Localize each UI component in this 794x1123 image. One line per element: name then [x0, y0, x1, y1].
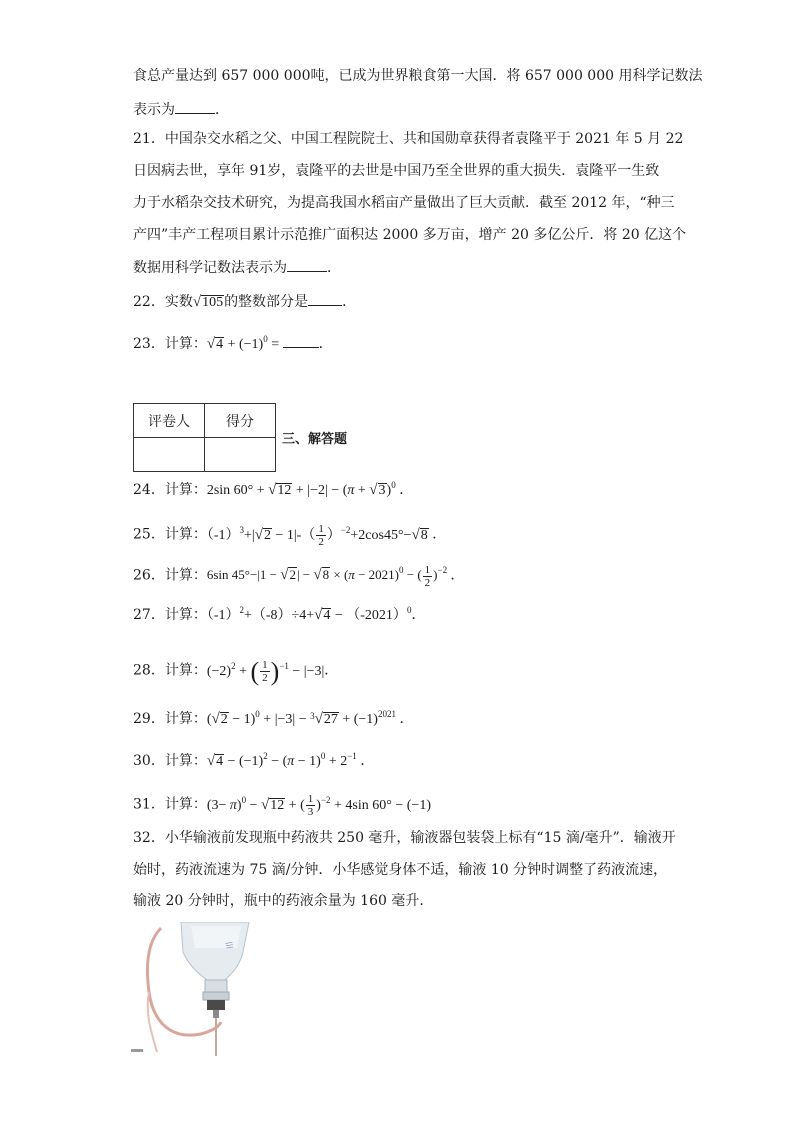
q26-line	[133, 564, 464, 589]
q20-text-tail: 表示为	[133, 102, 175, 118]
q29-line	[133, 710, 413, 729]
q22-text: 的整数部分是	[224, 294, 309, 310]
q21-line3: 力于水稻杂交技术研究，为提高我国水稻亩产量做出了巨大贡献．截至 2012 年，“种三	[133, 195, 675, 211]
q26-number: 26．	[133, 567, 165, 584]
section-title: 三、解答题	[282, 432, 348, 447]
svg-text:|||: |||	[225, 940, 235, 950]
q21-line2: 日因病去世，享年 91岁，袁隆平的去世是中国乃至全世界的重大损失．袁隆平一生致	[133, 163, 660, 179]
q28-expression: $(-2)^2$ + ( $\frac{1}{2}$ )$^{-1}$ − |−3|	[206, 656, 325, 686]
q27-expression: $(-1)^2+(-8)\div 4+√4 - (-2021)^0$	[206, 605, 412, 623]
q26-label: 计算：	[164, 567, 207, 584]
q21-answer-blank[interactable]	[287, 257, 327, 272]
score-table-grader-cell[interactable]	[134, 438, 205, 472]
score-table-header-score: 得分	[205, 404, 276, 438]
q29-label: 计算：	[164, 711, 207, 727]
period: ．	[450, 567, 465, 584]
q21-text-tail: 数据用科学记数法表示为	[133, 260, 287, 276]
score-table	[133, 403, 276, 472]
q32-line1: 32．小华输液前发现瓶中药液共 250 毫升，输液器包装袋上标有“15 滴/毫升”．输液开	[133, 830, 676, 846]
period: ．	[318, 336, 333, 352]
q31-label: 计算：	[164, 796, 207, 813]
q28-number: 28．	[133, 662, 165, 679]
score-table-score-cell[interactable]	[205, 438, 276, 472]
period: ．	[399, 482, 414, 498]
q22-answer-blank[interactable]	[308, 291, 342, 306]
q27-label: 计算：	[164, 607, 207, 623]
q24-label: 计算：	[164, 482, 207, 498]
q25-expression: $(-1)^3+|√2 - 1|-$（ $\frac{1}{2}$ ）$^{-2}$+2cos45°−√8	[206, 523, 428, 548]
period: ．	[399, 711, 414, 727]
q30-expression: $√4 - (-1)^2 - (\pi - 1)^0 + 2^{-1}$	[206, 751, 357, 769]
q24-number: 24．	[133, 482, 165, 498]
q31-number: 31．	[133, 796, 165, 813]
iv-bottle-image	[131, 922, 259, 1056]
q29-number: 29．	[133, 711, 165, 727]
period: ．	[342, 294, 357, 310]
q25-line	[133, 523, 446, 548]
q28-label: 计算：	[164, 662, 207, 679]
q22-radical: √105	[192, 294, 224, 310]
q23-expression: $√4 + (-1)^0$ =	[206, 334, 283, 352]
q30-line	[133, 752, 374, 771]
q23-line	[133, 333, 333, 354]
q21-line4: 产四”丰产工程项目累计示范推广面积达 2000 多万亩，增产 20 多亿公斤．将 20 亿这个	[133, 227, 687, 243]
q20-text-line1: 食总产量达到 657 000 000吨，已成为世界粮食第一大国．将 657 000 000 用科学记数法	[133, 68, 703, 84]
period: ．	[432, 526, 447, 543]
q32-line2: 始时，药液流速为 75 滴/分钟．小华感觉身体不适，输液 10 分钟时调整了药液流速，	[133, 862, 668, 878]
q25-number: 25．	[133, 526, 165, 543]
score-table-header-grader: 评卷人	[134, 404, 205, 438]
q22-label: 22．实数	[133, 294, 193, 310]
period: ．	[327, 260, 341, 276]
q27-line	[133, 606, 425, 625]
q27-number: 27．	[133, 607, 165, 623]
q22-radicand: 105	[202, 295, 224, 310]
q29-expression: $(√2 - 1)^0 + |-3| - ^3√27 + (-1)^{2021}$	[206, 709, 396, 727]
q24-expression: 2sin $60^\circ + √12 + |-2| - (\pi + √3)^0$	[206, 480, 396, 498]
q31-expression: $(3- \pi)^0 - √12$ + ( $\frac{1}{3}$ )$^{-2}$ + 4sin 60° − (−1)	[206, 793, 431, 818]
period: ．	[324, 662, 339, 679]
period: ．	[215, 102, 229, 118]
q22-line	[133, 291, 356, 312]
period: ．	[411, 607, 426, 623]
q30-label: 计算：	[164, 753, 207, 769]
q24-line	[133, 481, 413, 500]
q23-answer-blank[interactable]	[283, 333, 319, 348]
q25-label: 计算：	[164, 526, 207, 543]
q21-line5	[133, 257, 341, 277]
q32-line3: 输液 20 分钟时，瓶中的药液余量为 160 毫升．	[133, 893, 434, 909]
q30-number: 30．	[133, 753, 165, 769]
q31-line	[133, 793, 431, 818]
q26-expression: 6sin $45^\circ-|1 - √2| - √8 \times (\pi - 2021)^0$ − ( $\frac{1}{2}$ )$^{-2}$	[206, 564, 448, 589]
q23-label: 23．计算：	[133, 336, 207, 352]
q28-line	[133, 656, 339, 686]
q20-text-line2	[133, 99, 229, 119]
period: ．	[360, 753, 375, 769]
q20-answer-blank[interactable]	[175, 99, 215, 114]
q21-line1: 21．中国杂交水稻之父、中国工程院院士、共和国勋章获得者袁隆平于 2021 年 5 月 22	[133, 131, 684, 147]
